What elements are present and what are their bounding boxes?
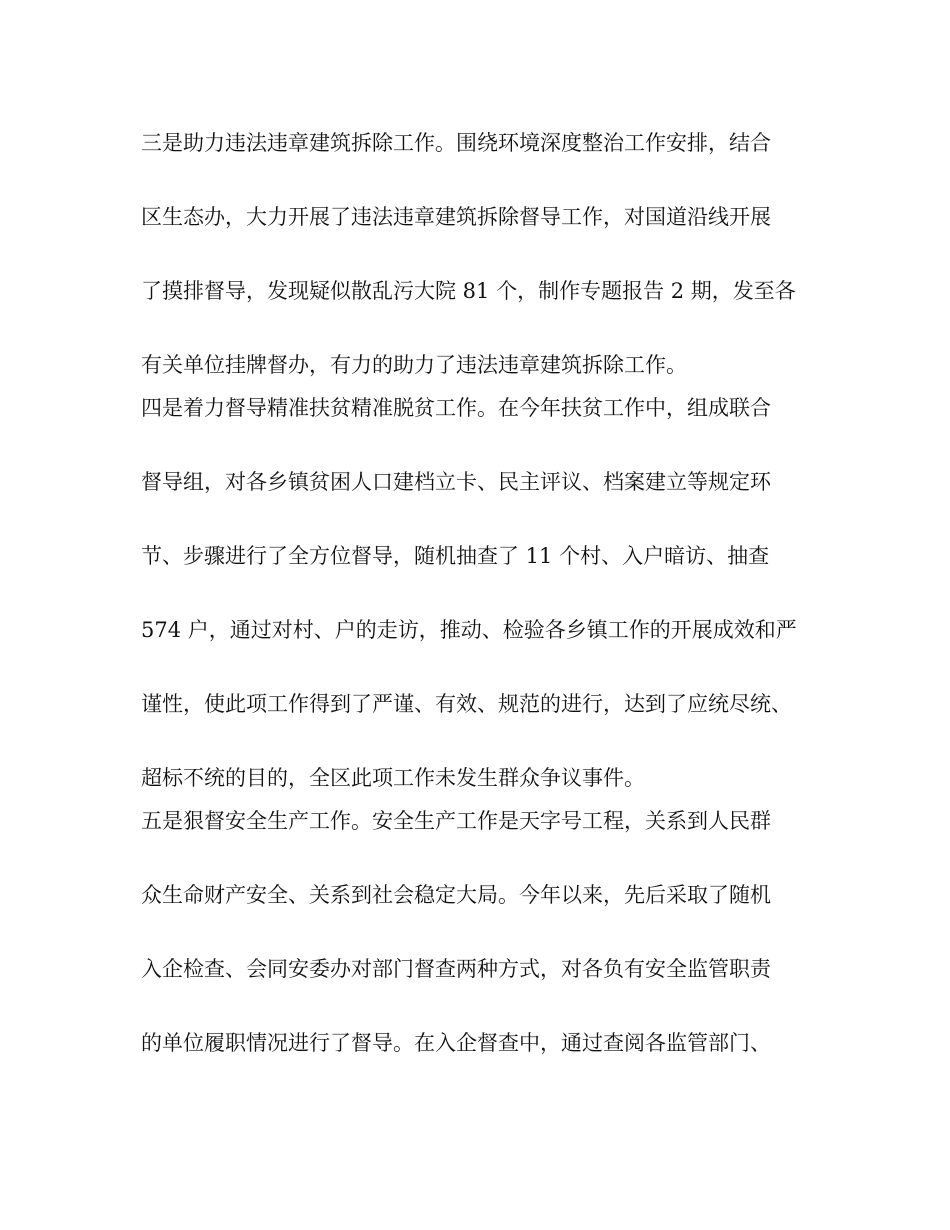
text-line: 谨性，使此项工作得到了严谨、有效、规范的进行，达到了应统尽统、 bbox=[141, 692, 792, 716]
text-line: 众生命财产安全、关系到社会稳定大局。今年以来，先后采取了随机 bbox=[141, 883, 771, 907]
document-body bbox=[141, 128, 821, 1058]
text-line: 督导组，对各乡镇贫困人口建档立卡、民主评议、档案建立等规定环 bbox=[141, 470, 771, 494]
text-line: 有关单位挂牌督办，有力的助力了违法违章建筑拆除工作。 bbox=[141, 353, 687, 377]
text-line: 节、步骤进行了全方位督导，随机抽查了 11 个村、入户暗访、抽查 bbox=[141, 544, 770, 568]
text-line: 五是狠督安全生产工作。安全生产工作是天字号工程，关系到人民群 bbox=[141, 809, 771, 833]
paragraph-poverty bbox=[141, 393, 821, 793]
text-line: 区生态办，大力开展了违法违章建筑拆除督导工作，对国道沿线开展 bbox=[141, 205, 771, 229]
text-line: 超标不统的目的，全区此项工作未发生群众争议事件。 bbox=[141, 766, 645, 790]
paragraph-demolition bbox=[141, 128, 821, 380]
text-line: 574 户，通过对村、户的走访，推动、检验各乡镇工作的开展成效和严 bbox=[141, 618, 797, 642]
text-line: 的单位履职情况进行了督导。在入企督查中，通过查阅各监管部门、 bbox=[141, 1031, 771, 1055]
text-line: 四是着力督导精准扶贫精准脱贫工作。在今年扶贫工作中，组成联合 bbox=[141, 396, 771, 420]
text-line: 三是助力违法违章建筑拆除工作。围绕环境深度整治工作安排，结合 bbox=[141, 131, 771, 155]
text-line: 入企检查、会同安委办对部门督查两种方式，对各负有安全监管职责 bbox=[141, 957, 771, 981]
paragraph-safety bbox=[141, 806, 821, 1058]
text-line: 了摸排督导，发现疑似散乱污大院 81 个，制作专题报告 2 期，发至各 bbox=[141, 279, 796, 303]
